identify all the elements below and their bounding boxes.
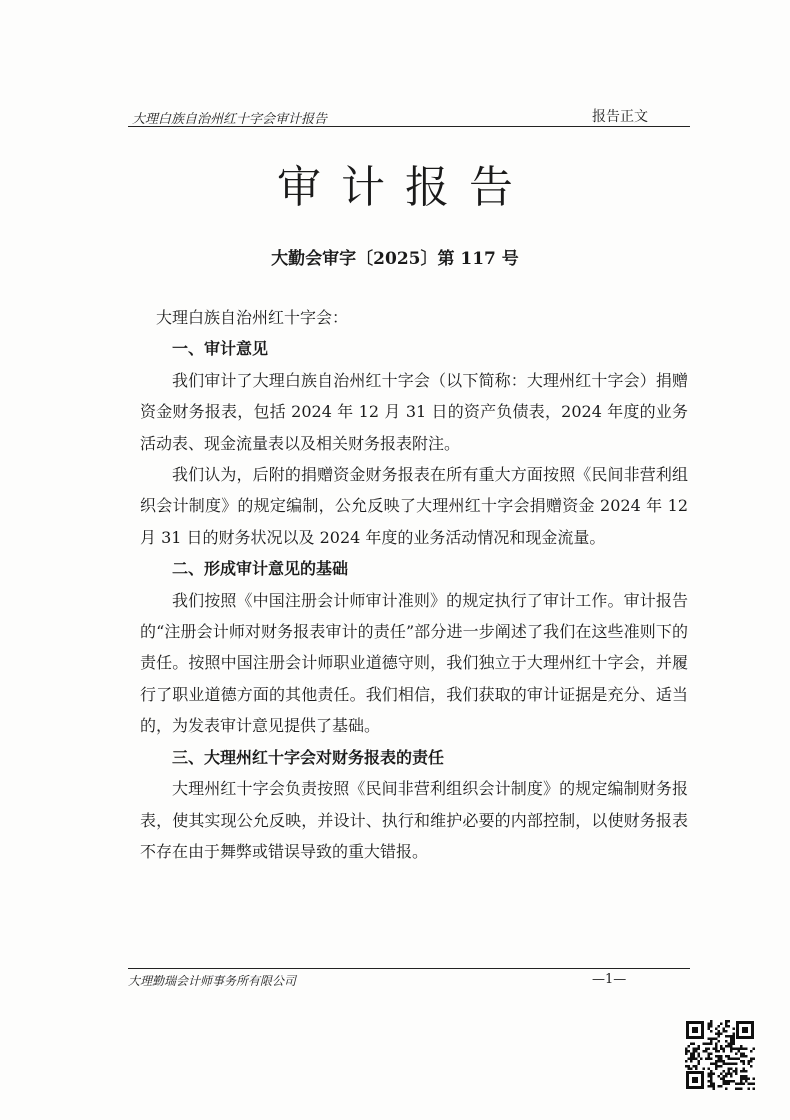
document-number: 大勤会审字〔2025〕第 117 号 bbox=[271, 249, 519, 269]
qr-code-icon bbox=[685, 1020, 755, 1090]
page-number: —1— bbox=[592, 972, 627, 987]
section-heading-basis: 二、形成审计意见的基础 bbox=[172, 559, 349, 579]
footer-rule bbox=[128, 968, 690, 969]
running-footer bbox=[128, 972, 690, 992]
section-heading-responsibility: 三、大理州红十字会对财务报表的责任 bbox=[172, 747, 445, 767]
salutation: 大理白族自治州红十字会： bbox=[156, 308, 349, 327]
report-body bbox=[140, 302, 688, 867]
paragraph-responsibility: 大理州红十字会负责按照《民间非营利组织会计制度》的规定编制财务报表，使其实现公允反映，并设计、执行和维护必要的内部控制，以使财务报表不存在由于舞弊或错误导致的重大错报。 bbox=[140, 779, 688, 861]
footer-firm-name: 大理勤瑞会计师事务所有限公司 bbox=[128, 974, 297, 988]
paragraph-audit-scope: 我们审计了大理白族自治州红十字会（以下简称：大理州红十字会）捐赠资金财务报表，包括 2024 年 12 月 31 日的资产负债表，2024 年度的业务活动表、现金流量表以及相关财务报表附注。 bbox=[140, 370, 688, 453]
header-report-name: 大理白族自治州红十字会审计报告 bbox=[132, 112, 328, 127]
header-section-label: 报告正文 bbox=[592, 109, 648, 125]
running-header bbox=[128, 104, 690, 128]
paragraph-basis: 我们按照《中国注册会计师审计准则》的规定执行了审计工作。审计报告的“注册会计师对财务报表审计的责任”部分进一步阐述了我们在这些准则下的责任。按照中国注册会计师职业道德守则，我们独立于大理州红十字会，并履行了职业道德方面的其他责任。我们相信，我们获取的审计证据是充分、适当的，为发表审计意见提供了基础。 bbox=[140, 590, 688, 736]
paragraph-opinion: 我们认为，后附的捐赠资金财务报表在所有重大方面按照《民间非营利组织会计制度》的规定编制，公允反映了大理州红十字会捐赠资金 2024 年 12 月 31 日的财务状况以及 2024 年度的业务活动情况和现金流量。 bbox=[140, 465, 688, 547]
header-rule bbox=[128, 126, 690, 127]
section-heading-audit-opinion: 一、审计意见 bbox=[172, 339, 269, 359]
page-title: 审计报告 bbox=[277, 162, 533, 213]
